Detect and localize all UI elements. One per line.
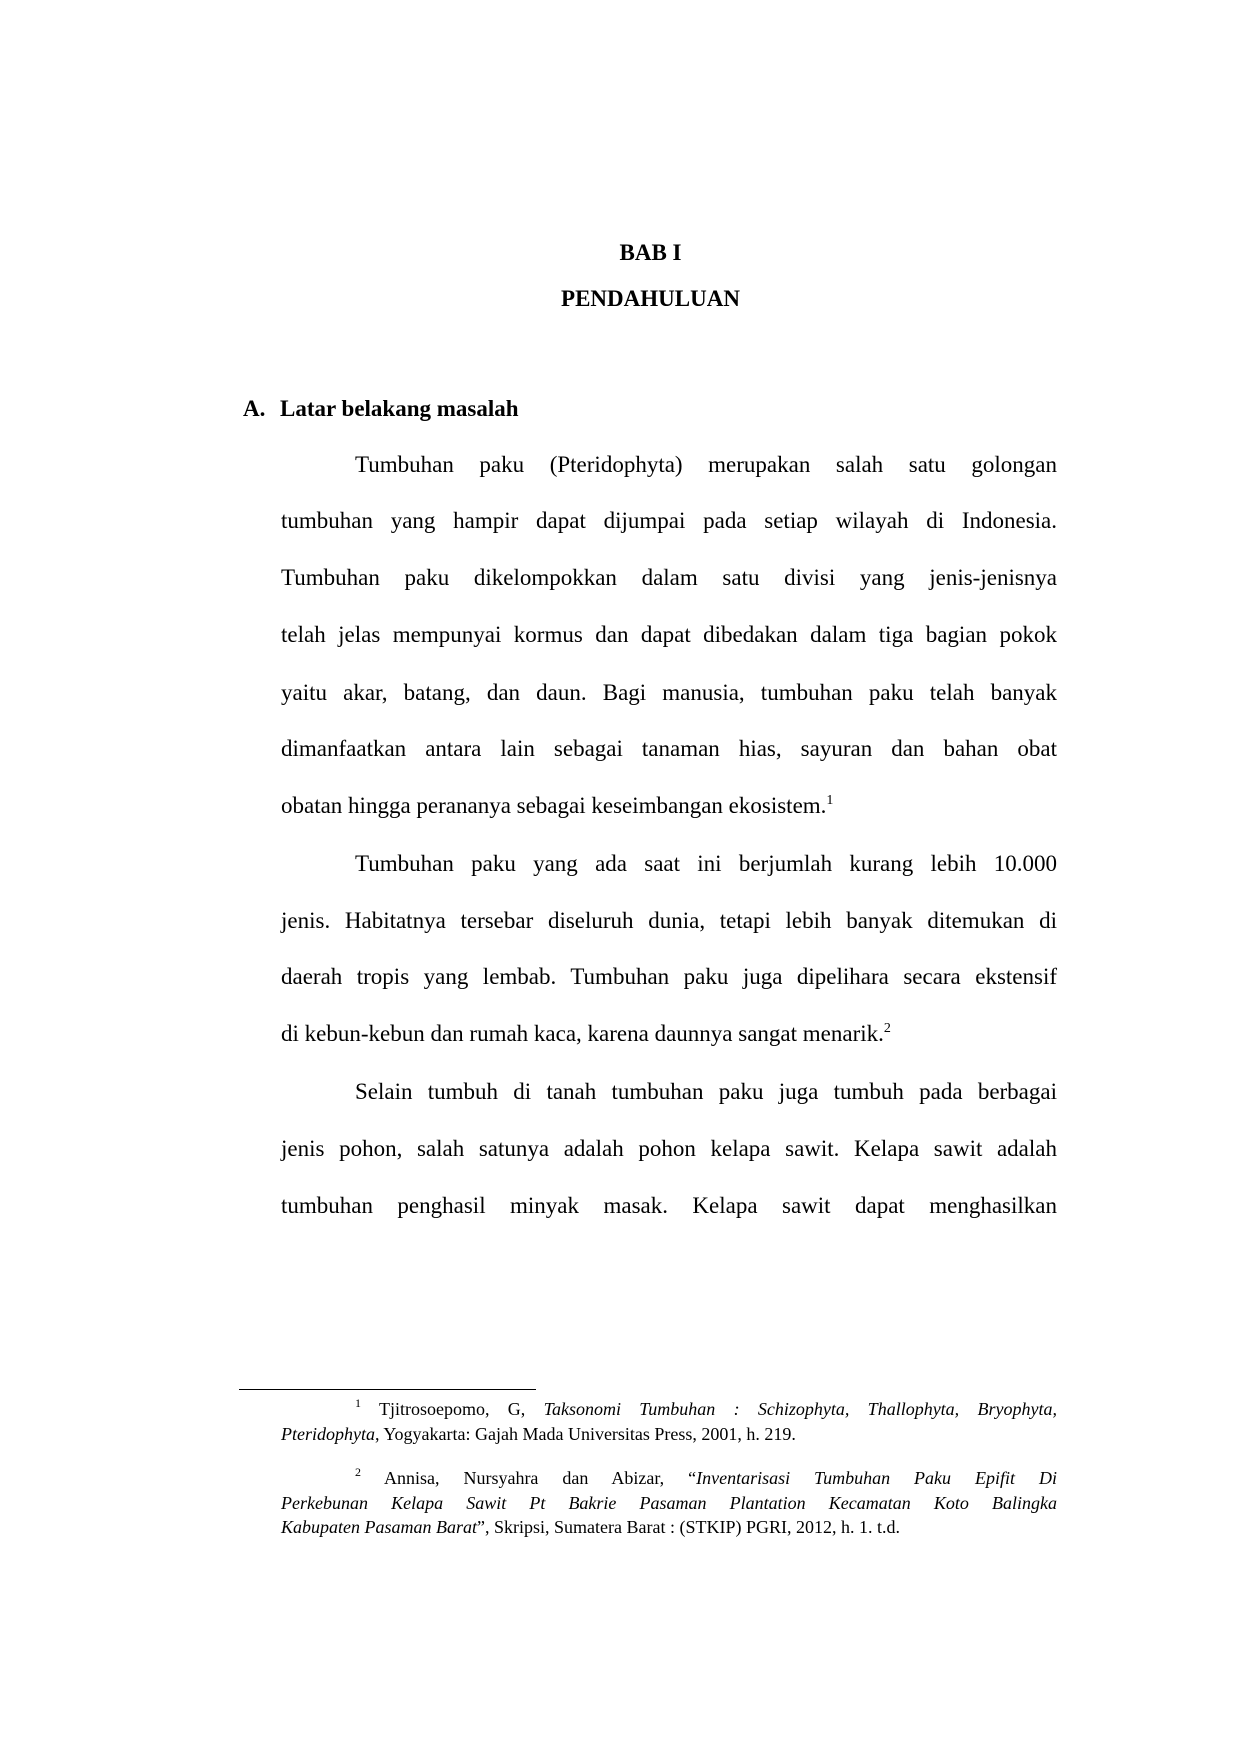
footnote-1-author: Tjitrosoepomo, G <box>378 1399 521 1419</box>
section-marker: A. <box>243 396 266 421</box>
section-heading <box>243 394 519 424</box>
paragraph-3-line: jenis pohon, salah satunya adalah pohon kelapa sawit. Kelapa sawit adalah <box>281 1136 1057 1161</box>
footnote-1-line <box>355 1398 1057 1420</box>
paragraph-1-line: tumbuhan yang hampir dapat dijumpai pada setiap wilayah di Indonesia. <box>281 508 1057 533</box>
footnote-2-line <box>281 1492 1057 1514</box>
footnote-1-rest: , Yogyakarta: Gajah Mada Universitas Press, 2001, h. 219. <box>374 1424 796 1444</box>
chapter-number: BAB I <box>619 240 682 265</box>
paragraph-1-line: dimanfaatkan antara lain sebagai tanaman hias, sayuran dan bahan obat <box>281 736 1057 761</box>
section-title: Latar belakang masalah <box>280 396 519 421</box>
footnote-1-separator: , <box>520 1399 526 1419</box>
footnote-1-line <box>281 1423 1057 1445</box>
footnote-2-line <box>281 1516 1057 1538</box>
paragraph-2-line: jenis. Habitatnya tersebar diseluruh dunia, tetapi lebih banyak ditemukan di <box>281 908 1057 933</box>
paragraph-2-line: daerah tropis yang lembab. Tumbuhan paku juga dipelihara secara ekstensif <box>281 964 1057 989</box>
footnote-1-title-cont: Pteridophyta <box>281 1424 375 1444</box>
footnote-1-title: Taksonomi Tumbuhan : Schizophyta, Thallophyta, Bryophyta, <box>543 1399 1057 1419</box>
footnote-separator <box>239 1389 536 1390</box>
footnote-1-number: 1 <box>355 1396 361 1410</box>
footnote-2-title-cont: Perkebunan Kelapa Sawit Pt Bakrie Pasaman Plantation Kecamatan Koto Balingka <box>281 1493 1057 1513</box>
footnote-2-line <box>355 1467 1057 1489</box>
paragraph-1-line: Tumbuhan paku dikelompokkan dalam satu divisi yang jenis-jenisnya <box>281 565 1057 590</box>
footnote-2-title: Inventarisasi Tumbuhan Paku Epifit Di <box>696 1468 1057 1488</box>
paragraph-2-line: Tumbuhan paku yang ada saat ini berjumlah kurang lebih 10.000 <box>355 851 1057 876</box>
footnote-2-author: Annisa, Nursyahra dan Abizar, “ <box>383 1468 697 1488</box>
paragraph-1-line: Tumbuhan paku (Pteridophyta) merupakan salah satu golongan <box>355 452 1057 477</box>
paragraph-3-line: tumbuhan penghasil minyak masak. Kelapa sawit dapat menghasilkan <box>281 1193 1057 1218</box>
paragraph-3-line: Selain tumbuh di tanah tumbuhan paku juga tumbuh pada berbagai <box>355 1079 1057 1104</box>
footnote-ref-2: 2 <box>883 1021 891 1036</box>
paragraph-2-last-line <box>281 1019 1057 1049</box>
paragraph-1-last-line <box>281 791 1057 821</box>
paragraph-1-line: yaitu akar, batang, dan daun. Bagi manusia, tumbuhan paku telah banyak <box>281 680 1057 705</box>
footnote-2-rest: ”, Skripsi, Sumatera Barat : (STKIP) PGRI, 2012, h. 1. t.d. <box>477 1517 900 1537</box>
footnote-2-title-end: Kabupaten Pasaman Barat <box>281 1517 477 1537</box>
paragraph-1-line: telah jelas mempunyai kormus dan dapat dibedakan dalam tiga bagian pokok <box>281 622 1057 647</box>
footnote-ref-1: 1 <box>826 793 834 808</box>
chapter-title: PENDAHULUAN <box>561 286 740 311</box>
footnote-2-number: 2 <box>355 1465 361 1479</box>
paragraph-1-line-text: obatan hingga perananya sebagai keseimbangan ekosistem. <box>281 793 827 818</box>
paragraph-2-line-text: di kebun-kebun dan rumah kaca, karena daunnya sangat menarik. <box>281 1021 884 1046</box>
